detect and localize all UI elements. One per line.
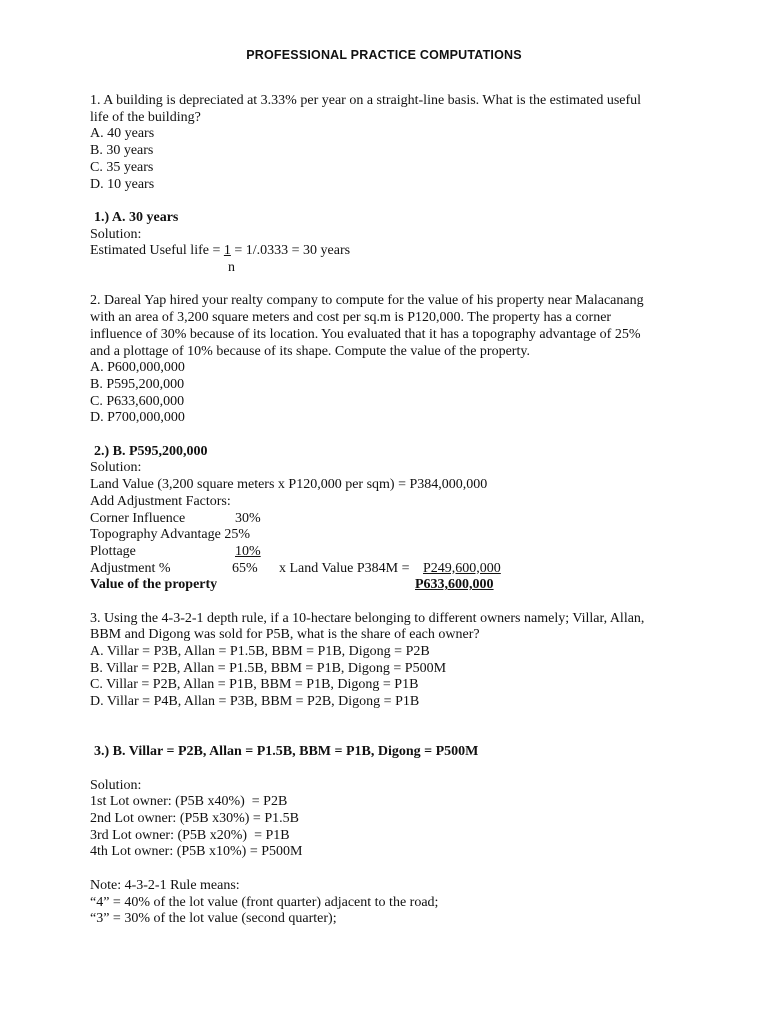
document-body [90,93,690,928]
adjustment-heading: Add Adjustment Factors: [90,493,231,509]
q1-answer: 1.) A. 30 years [94,209,179,225]
q2-text-line: with an area of 3,200 square meters and cost per sq.m is P120,000. The property has a corner [90,310,612,326]
question-2 [90,293,690,427]
q1-choice: B. 30 years [90,143,154,159]
q3-choice: D. Villar = P4B, Allan = P3B, BBM = P2B, Digong = P1B [90,694,420,710]
q1-choice: A. 40 years [90,126,155,142]
property-value-result: P633,600,000 [415,577,494,593]
adjustment-label: Adjustment % [90,560,171,576]
note-line: “4” = 40% of the lot value (front quarter) adjacent to the road; [90,894,439,910]
q3-answer: 3.) B. Villar = P2B, Allan = P1.5B, BBM = P1B, Digong = P500M [94,744,479,760]
q2-text-line: 2. Dareal Yap hired your realty company to compute for the value of his property near Malacanang [90,293,644,309]
q2-choice: A. P600,000,000 [90,360,185,376]
solution-label: Solution: [90,226,142,242]
solution-label: Solution: [90,777,142,793]
solution-label: Solution: [90,460,142,476]
q3-choice: C. Villar = P2B, Allan = P1B, BBM = P1B, Digong = P1B [90,677,419,693]
question-3 [90,611,690,711]
q1-choice: C. 35 years [90,159,154,175]
q2-choice: C. P633,600,000 [90,393,185,409]
property-value-label: Value of the property [90,577,218,593]
question-1 [90,93,690,193]
q3-solution-line: 2nd Lot owner: (P5B x30%) = P1.5B [90,811,299,827]
formula-denominator: n [228,260,235,276]
q3-choice: B. Villar = P2B, Allan = P1.5B, BBM = P1B, Digong = P500M [90,660,447,676]
plottage-value: 10% [235,543,261,559]
note-label: Note: 4-3-2-1 Rule means: [90,877,240,893]
q3-solution-line: 4th Lot owner: (P5B x10%) = P500M [90,844,303,860]
q2-choice: B. P595,200,000 [90,376,185,392]
adjustment-calc-result: P249,600,000 [423,560,501,576]
q2-answer: 2.) B. P595,200,000 [94,443,208,459]
q3-solution-line: 1st Lot owner: (P5B x40%) = P2B [90,794,288,810]
adjustment-value: 65% [232,560,258,576]
page-title: PROFESSIONAL PRACTICE COMPUTATIONS [246,48,522,62]
q2-text-line: and a plottage of 10% because of its shape. Compute the value of the property. [90,343,530,359]
property-value-row [90,577,690,594]
q2-text-line: influence of 30% because of its location. You evaluated that it has a topography advantage of 25% [90,326,641,342]
corner-label: Corner Influence [90,510,186,526]
corner-value: 30% [235,510,261,526]
plottage-row [90,544,690,561]
answer-2 [90,444,690,594]
q2-choice: D. P700,000,000 [90,410,185,426]
land-value-line: Land Value (3,200 square meters x P120,000 per sqm) = P384,000,000 [90,477,488,493]
adjustment-row [90,561,690,578]
formula-prefix: Estimated Useful life = [90,243,224,259]
answer-1 [90,210,690,277]
q1-text-line: 1. A building is depreciated at 3.33% per year on a straight-line basis. What is the estimated useful [90,93,642,108]
topography-row: Topography Advantage 25% [90,527,250,543]
q3-solution-line: 3rd Lot owner: (P5B x20%) = P1B [90,827,290,843]
plottage-label: Plottage [90,543,136,559]
q1-text-line: life of the building? [90,109,201,125]
q1-choice: D. 10 years [90,176,155,192]
corner-influence-row [90,511,690,528]
q1-formula [90,243,690,260]
adjustment-calc-prefix: x Land Value P384M = [279,560,414,576]
note-line: “3” = 30% of the lot value (second quarter); [90,911,337,927]
formula-rest: = 1/.0333 = 30 years [230,243,351,259]
q3-text-line: 3. Using the 4-3-2-1 depth rule, if a 10-hectare belonging to different owners namely; Villar, Allan, [90,610,645,626]
answer-3 [90,744,690,928]
formula-numerator: 1 [223,243,231,259]
q3-text-line: BBM and Digong was sold for P5B, what is the share of each owner? [90,627,480,643]
q3-choice: A. Villar = P3B, Allan = P1.5B, BBM = P1B, Digong = P2B [90,644,430,660]
